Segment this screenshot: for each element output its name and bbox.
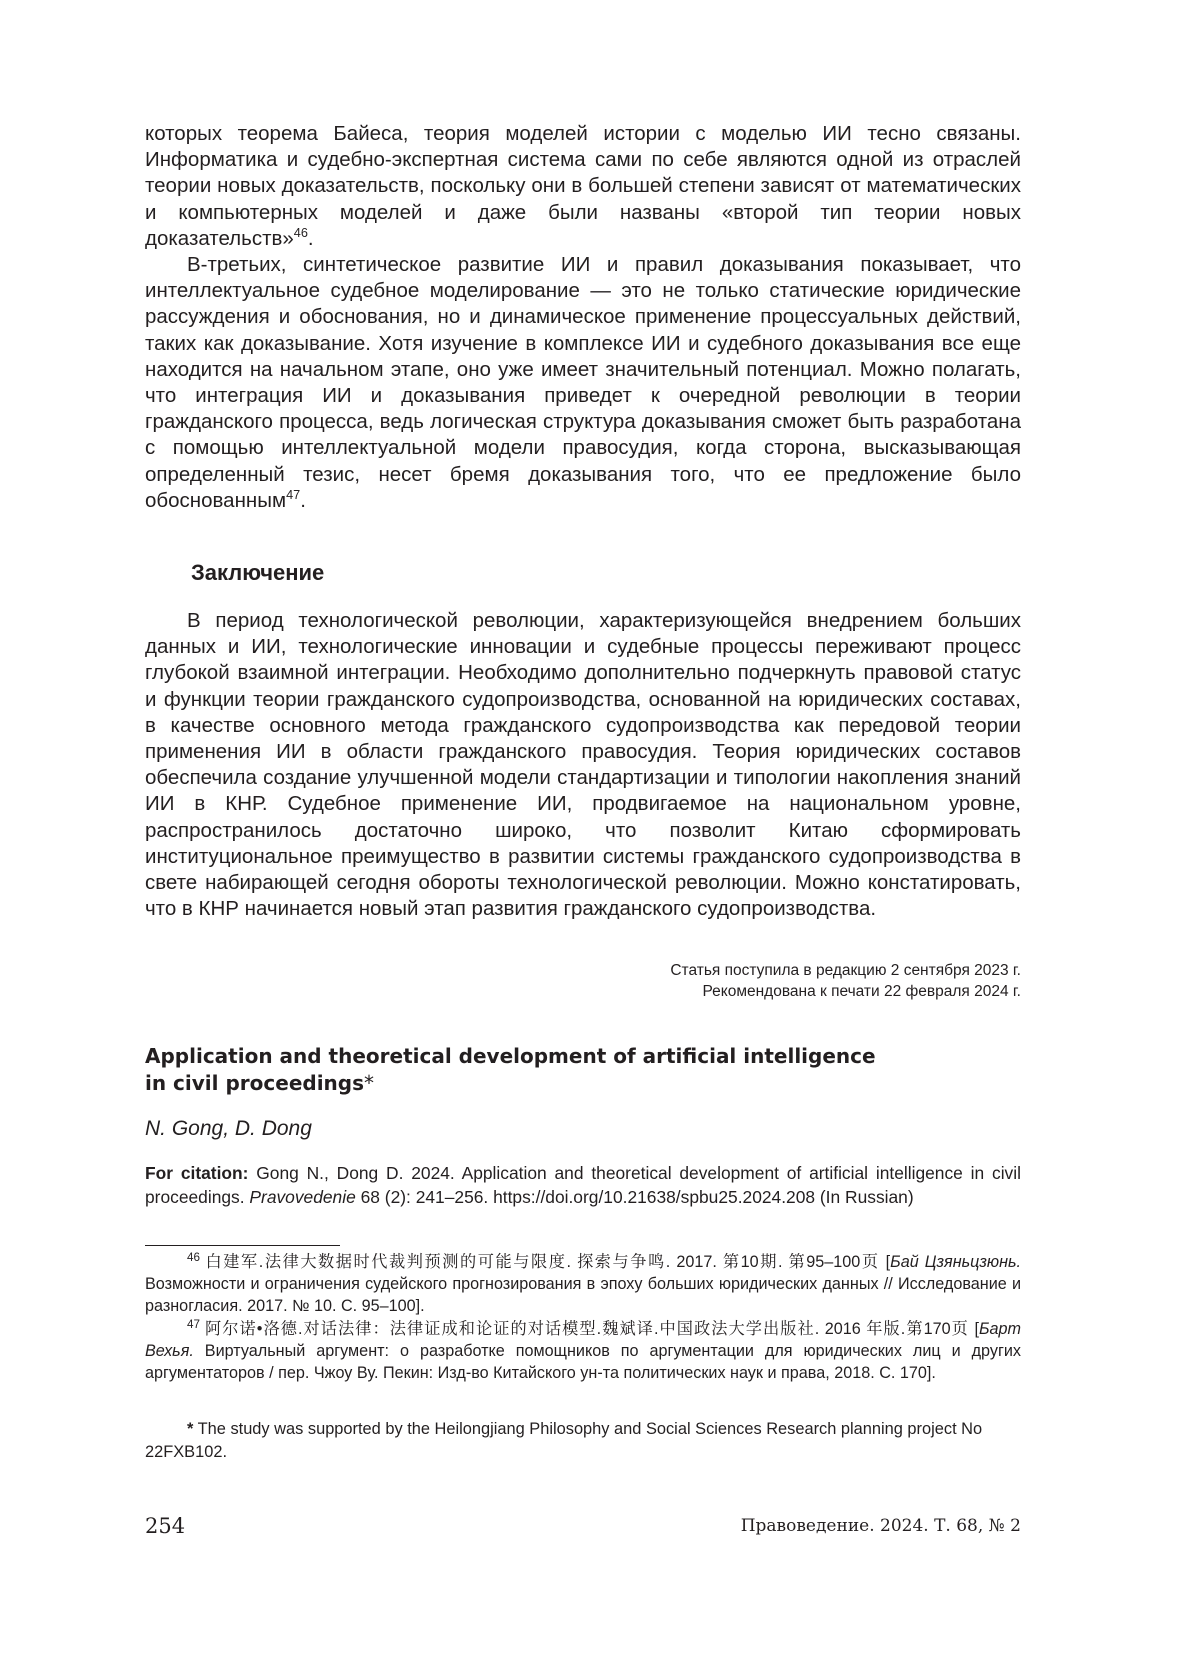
received-date: Статья поступила в редакцию 2 сентября 2023 г. xyxy=(670,962,1021,979)
citation-label: For citation: xyxy=(145,1163,249,1183)
english-title-line1: Application and theoretical development of artificial intelligence xyxy=(145,1044,876,1068)
funding-asterisk: * xyxy=(187,1420,194,1438)
funding-note xyxy=(145,1418,1021,1463)
paragraph-conclusion: В период технологической революции, характеризующейся внедрением больших данных и ИИ, технологические инновации и судебные процессы переживают процесс глубокой взаимной интеграции. Необходимо дополнительно подчеркнуть правовой статус и функции теории гражданского судопроизводства, основанной на юридических составах, в качестве основного метода гражданского судопроизводства как передовой теории применения ИИ в области гражданского правосудия. Теория юридических составов обеспечила создание улучшенной модели стандартизации и типологии накопления знаний ИИ в КНР. Судебное применение ИИ, продвигаемое на национальном уровне, распространилось достаточно широко, что позволит Китаю сформировать институциональное преимущество в развитии системы гражданского судопроизводства в свете набирающей сегодня обороты технологической революции. Можно констатировать, что в КНР начинается новый этап развития гражданского судопроизводства. xyxy=(145,609,1021,921)
funding-text: The study was supported by the Heilongjiang Philosophy and Social Sciences Research planning project No 22FXB102. xyxy=(145,1420,983,1461)
footnote-number: 46 xyxy=(187,1251,200,1265)
page-number: 254 xyxy=(145,1514,186,1538)
paragraph-text: В-третьих, синтетическое развитие ИИ и правил доказывания показывает, что интеллектуальное судебное моделирование — это не только статические юридические рассуждения и обоснования, но и динамическое применение процессуальных действий, таких как доказывание. Хотя изучение в комплексе ИИ и судебного доказывания все еще находится на начальном этапе, оно уже имеет значительный потенциал. Можно полагать, что интеграция ИИ и доказывания приведет к очередной революции в теории гражданского процесса, ведь логическая структура доказывания сможет быть разработана с помощью интеллектуальной модели правосудия, когда сторона, высказывающая определенный тезис, несет бремя доказывания того, что ее предложение было обоснованным xyxy=(145,253,1021,512)
footnote-number: 47 xyxy=(187,1317,200,1331)
journal-footer: Правоведение. 2024. Т. 68, № 2 xyxy=(740,1516,1021,1536)
footnote-text: 白建军.法律大数据时代裁判预测的可能与限度. 探索与争鸣. 2017. 第10期. 第95–100页 [ xyxy=(203,1253,891,1271)
english-title xyxy=(145,1043,945,1097)
footnote-text: 阿尔诺•洛德.对话法律：法律证成和论证的对话模型.魏斌译.中国政法大学出版社. 2016 年版.第170页 [ xyxy=(203,1319,979,1338)
footnote-ref-47[interactable]: 47 xyxy=(286,486,301,502)
citation xyxy=(145,1162,1021,1209)
accepted-date: Рекомендована к печати 22 февраля 2024 г. xyxy=(702,983,1021,1000)
conclusion-body xyxy=(145,608,1021,922)
citation-text: Gong N., Dong D. 2024. Application and theoretical development of artificial intelligence in civil proceedings. xyxy=(145,1163,1021,1207)
footnote-47 xyxy=(145,1318,1021,1385)
english-title-line2: in civil proceedings xyxy=(145,1071,365,1095)
paragraph-thirdly xyxy=(145,252,1021,514)
footnotes xyxy=(145,1251,1021,1384)
article-body-top xyxy=(145,121,1021,514)
asterisk-mark: * xyxy=(364,1071,375,1095)
footnote-ref-46[interactable]: 46 xyxy=(293,224,308,240)
paragraph-end: . xyxy=(300,488,306,512)
citation-doi[interactable]: 68 (2): 241–256. https://doi.org/10.21638/spbu25.2024.208 (In Russian) xyxy=(355,1186,914,1207)
authors: N. Gong, D. Dong xyxy=(145,1117,312,1140)
footnote-text: Возможности и ограничения судейского прогнозирования в эпоху больших юридических данных // Исследование и разногласия. 2017. № 10. С. 95–100]. xyxy=(145,1275,1021,1316)
footnote-author: Барт Вехья. xyxy=(145,1319,1021,1360)
paragraph-text: которых теорема Байеса, теория моделей истории с моделью ИИ тесно связаны. Информатика и судебно-экспертная система сами по себе являются одной из отраслей теории новых доказательств, поскольку они в большей степени зависят от математических и компьютерных моделей и даже были названы «второй тип теории новых доказательств» xyxy=(145,122,1021,250)
footnote-46 xyxy=(145,1251,1021,1318)
paragraph-continuation xyxy=(145,121,1021,252)
citation-journal: Pravovedenie xyxy=(249,1186,356,1207)
footnote-divider xyxy=(145,1245,340,1246)
submission-dates xyxy=(421,960,1021,1002)
footnote-text: Виртуальный аргумент: о разработке помощников по аргументации для юридических лиц и других аргументаторов / пер. Чжоу Ву. Пекин: Изд-во Китайского ун-та политических наук и права, 2018. С. 170]. xyxy=(145,1341,1021,1383)
section-heading-conclusion: Заключение xyxy=(191,560,325,585)
footnote-author: Бай Цзяньцзюнь. xyxy=(890,1253,1021,1271)
paragraph-end: . xyxy=(307,226,314,250)
